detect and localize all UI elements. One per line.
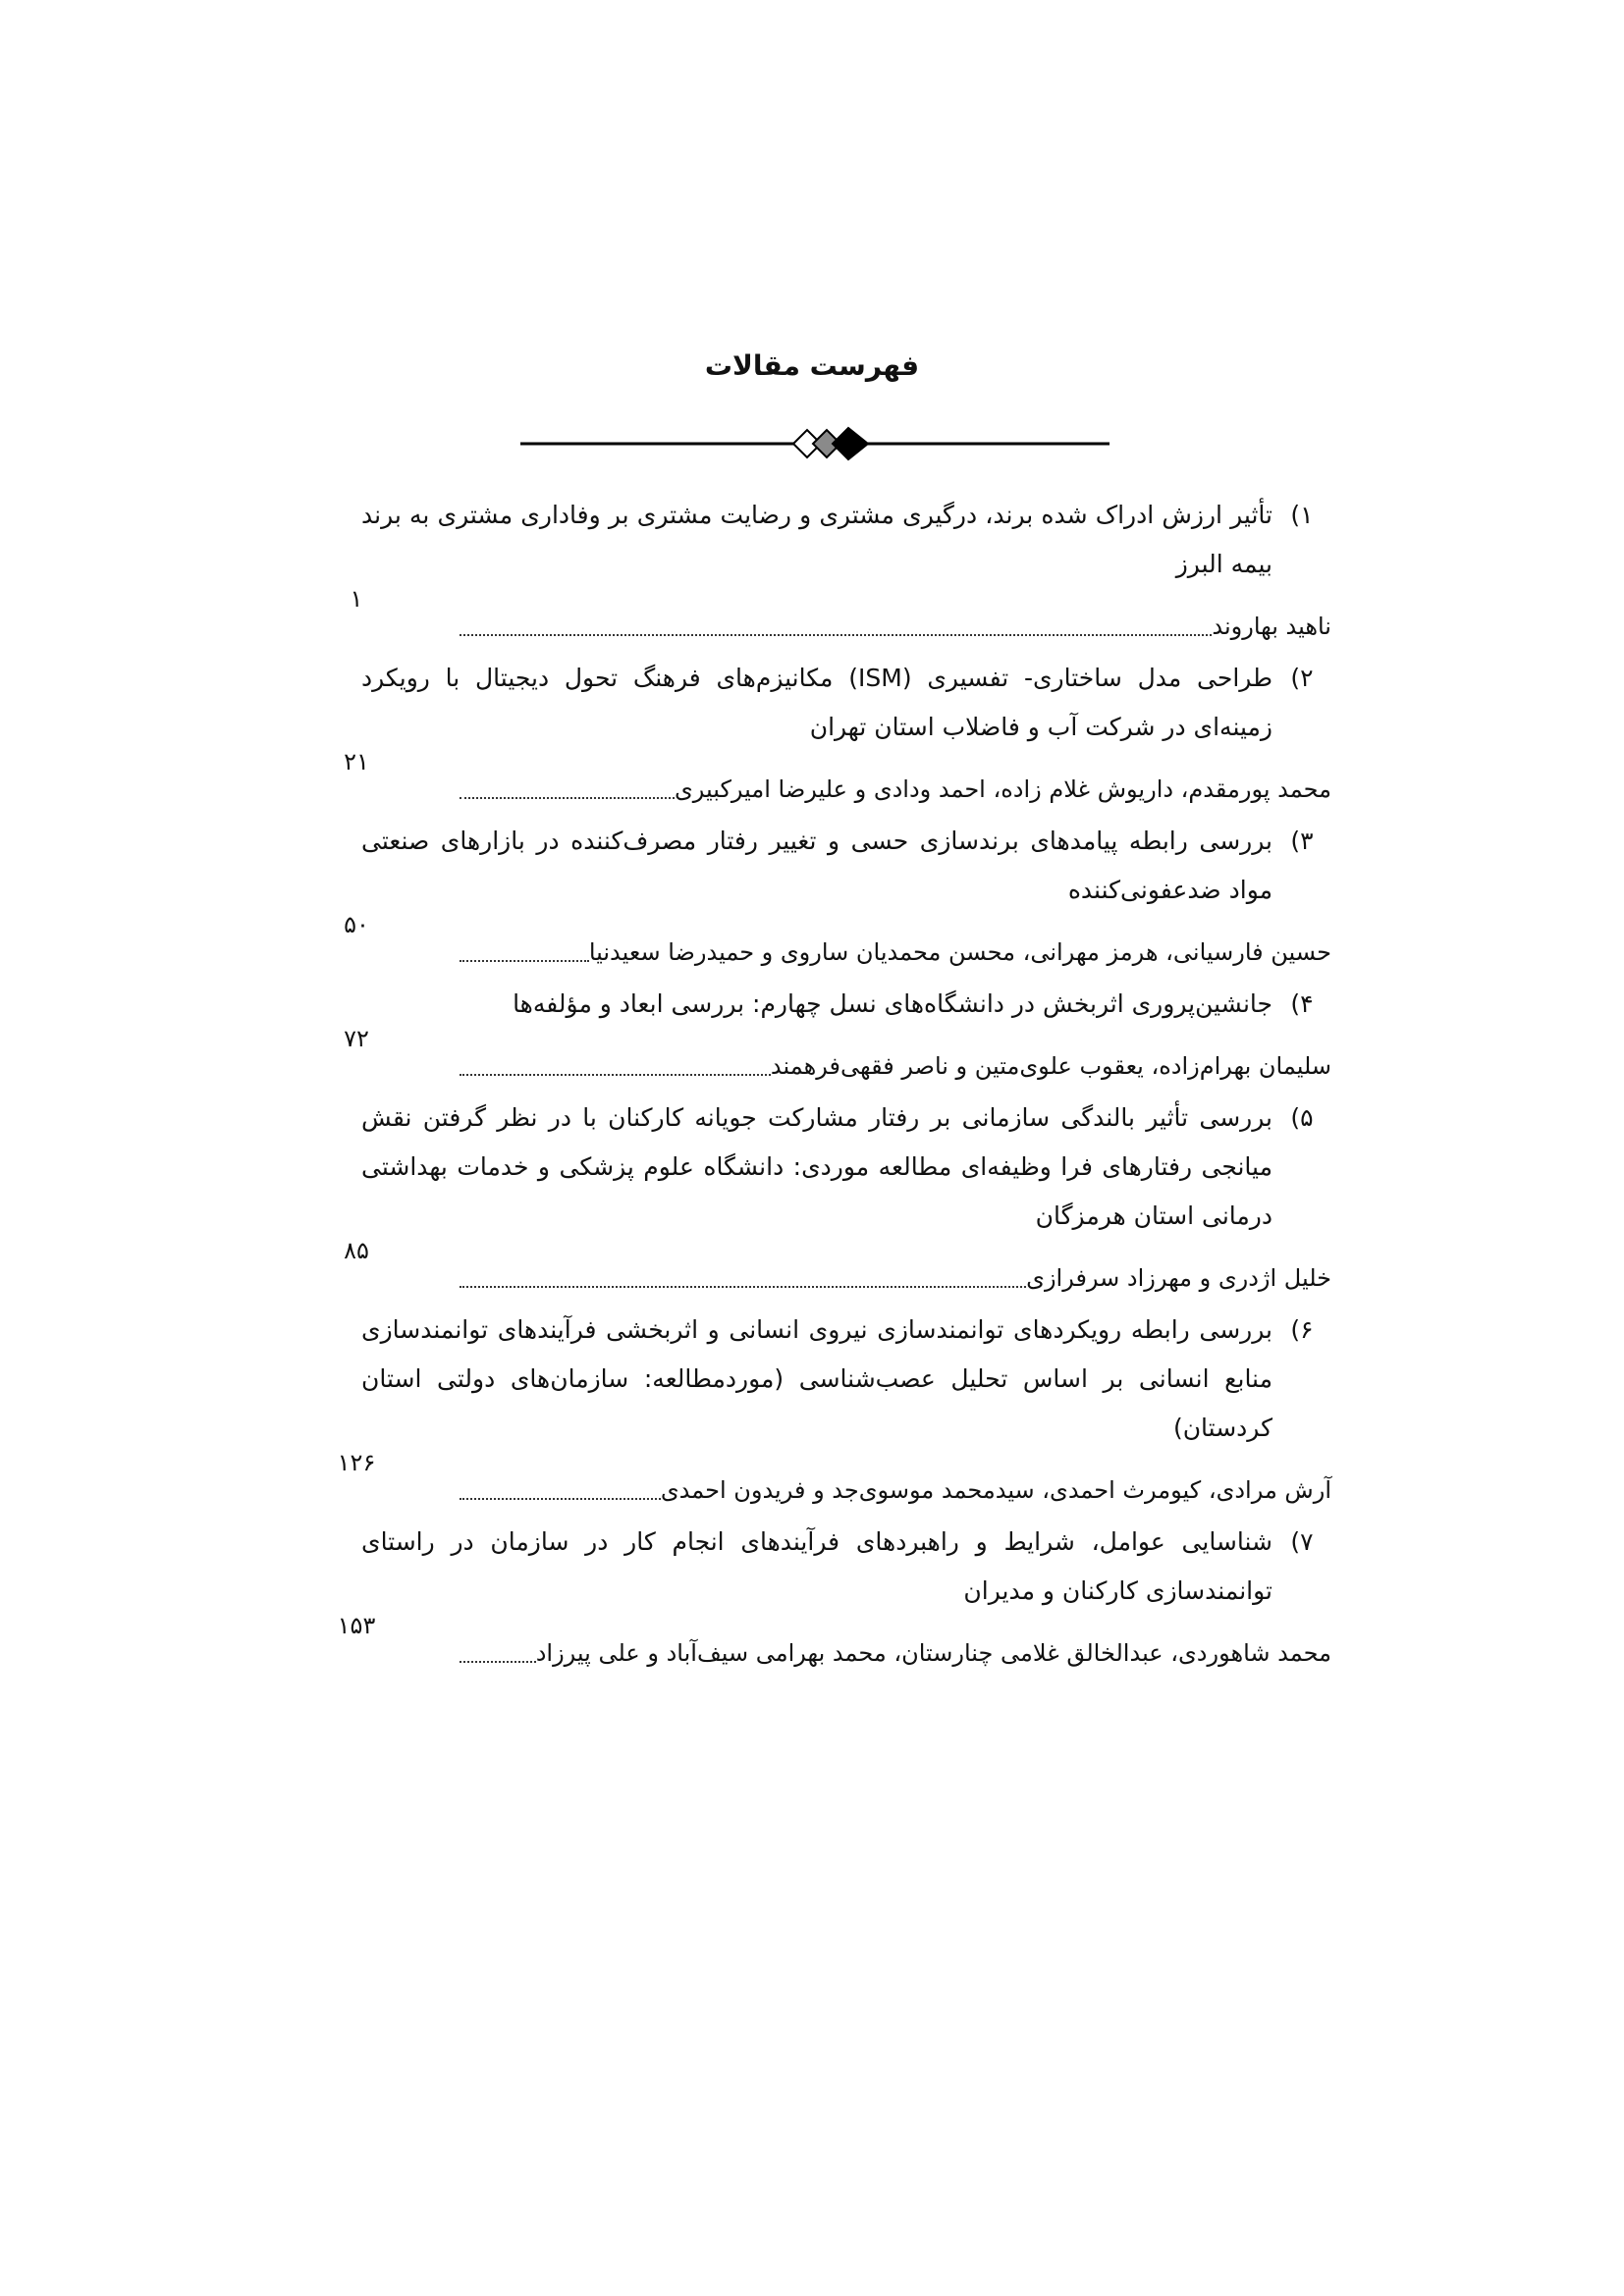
entry-title: تأثیر ارزش ادراک شده برند، درگیری مشتری و رضایت مشتری بر وفاداری مشتری به برند بیمه البرز: [361, 501, 1272, 578]
entry-page-number: ۵۰: [344, 911, 369, 938]
entry-number: ۲): [1290, 664, 1314, 692]
toc-entry: [312, 1306, 1331, 1510]
dot-leader: [460, 796, 675, 799]
entry-number: ۷): [1290, 1527, 1314, 1556]
entry-authors: خلیل اژدری و مهرزاد سرفرازی: [1026, 1264, 1331, 1292]
dot-leader: [460, 633, 1212, 636]
page-title: فهرست مقالات: [704, 349, 920, 382]
dot-leader: [460, 1073, 771, 1076]
toc-entry: [312, 980, 1331, 1086]
entry-number: ۱): [1290, 501, 1314, 529]
entry-number: ۴): [1290, 989, 1314, 1018]
title-ornament: [520, 424, 1110, 463]
entry-page-number: ۱: [350, 585, 363, 613]
entry-authors: حسین فارسیانی، هرمز مهرانی، محسن محمدیان ساروی و حمیدرضا سعیدنیا: [588, 938, 1331, 966]
toc-entry: [312, 1094, 1331, 1298]
entry-page-number: ۷۲: [344, 1025, 369, 1052]
entry-title: بررسی تأثیر بالندگی سازمانی بر رفتار مشارکت جویانه کارکنان با در نظر گرفتن نقش میانجی رفتارهای فرا وظیفه‌ای مطالعه موردی: دانشگاه علوم پزشکی و خدمات بهداشتی درمانی استان هرمزگان: [361, 1103, 1272, 1230]
entry-page-number: ۲۱: [344, 748, 369, 775]
entry-title: شناسایی عوامل، شرایط و راهبردهای فرآیندهای انجام کار در سازمان در راستای توانمندسازی کارکنان و مدیران: [361, 1527, 1272, 1605]
entry-authors: ناهید بهاروند: [1212, 613, 1331, 640]
entry-page-number: ۱۵۳: [337, 1612, 376, 1639]
toc-entry: [312, 1518, 1331, 1673]
entry-authors: محمد پورمقدم، داریوش غلام زاده، احمد ودادی و علیرضا امیرکبیری: [674, 775, 1331, 803]
entry-authors: محمد شاهوردی، عبدالخالق غلامی چنارستان، محمد بهرامی سیف‌آباد و علی پیرزاد: [535, 1639, 1331, 1667]
toc-entry: [312, 491, 1331, 646]
ornament-diamond-black: [833, 428, 868, 459]
entry-page-number: ۱۲۶: [337, 1449, 376, 1476]
dot-leader: [460, 1285, 1026, 1288]
dot-leader: [460, 1660, 536, 1663]
dot-leader: [460, 959, 589, 962]
entry-title: جانشین‌پروری اثربخش در دانشگاه‌های نسل چهارم: بررسی ابعاد و مؤلفه‌ها: [513, 989, 1272, 1018]
entry-number: ۶): [1290, 1315, 1314, 1344]
dot-leader: [460, 1497, 661, 1500]
toc-entry: [312, 817, 1331, 972]
entry-number: ۵): [1290, 1103, 1314, 1132]
entry-title: بررسی رابطه پیامدهای برندسازی حسی و تغییر رفتار مصرف‌کننده در بازارهای صنعتی مواد ضدعفونی‌کننده: [361, 827, 1272, 904]
table-of-contents: [312, 491, 1331, 1681]
entry-authors: سلیمان بهرام‌زاده، یعقوب علوی‌متین و ناصر فقهی‌فرهمند: [770, 1052, 1331, 1080]
entry-title: طراحی مدل ساختاری- تفسیری (ISM) مکانیزم‌های فرهنگ تحول دیجیتال با رویکرد زمینه‌ای در شرکت آب و فاضلاب استان تهران: [361, 664, 1272, 741]
toc-entry: [312, 654, 1331, 809]
entry-page-number: ۸۵: [344, 1237, 369, 1264]
entry-authors: آرش مرادی، کیومرث احمدی، سیدمحمد موسوی‌جد و فریدون احمدی: [660, 1476, 1331, 1504]
entry-title: بررسی رابطه رویکردهای توانمندسازی نیروی انسانی و اثربخشی فرآیندهای توانمندسازی منابع انسانی بر اساس تحلیل عصب‌شناسی (موردمطالعه: سازمان‌های دولتی استان کردستان): [361, 1315, 1272, 1442]
entry-number: ۳): [1290, 827, 1314, 855]
